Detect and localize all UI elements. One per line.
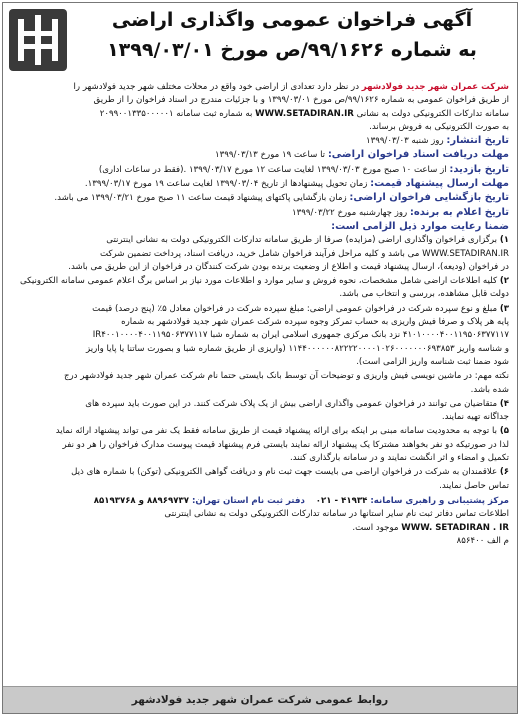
intro-text1: در نظر دارد تعدادی از اراضی خود واقع در محلات مختلف شهر جدید فولادشهر را [73,82,362,92]
requirement-text: دولت قابل مشاهده، بررسی و انتخاب می باشد. [339,289,509,300]
requirement-text: لذا در صورتیکه دو نفر بخواهند مشترکا یک پیشنهاد ارائه نمایند بایستی فرم پیشنهاد قیمت پیوست مدارک فراخوان را هر دو نفر [62,439,509,450]
requirements-title: ضمنا رعایت موارد ذیل الزامی است: [331,220,509,232]
date-value: از ساعت ۱۰ صبح مورخ ۱۳۹۹/۰۳/۰۳ لغایت ساعت ۱۲ مورخ ۱۳۹۹/۰۳/۱۷ .(فقط در ساعات اداری) [98,164,450,175]
requirement-text: نکته مهم: در ماشین نویسی فیش واریزی و توضیحات آن توسط بانک بایستی حتما نام شرکت عمران شهر جدید فولادشهر درج [63,371,509,382]
tehran-office-label: دفتر ثبت نام استان تهران: [191,495,305,506]
date-label: تاریخ بازگشایی فراخوان اراضی: [349,192,509,204]
requirement-line [11,303,509,316]
date-row [11,148,509,162]
intro-line1 [11,81,509,94]
date-row [11,134,509,148]
tehran-office-phone: ۸۸۹۶۹۷۳۷ و ۸۵۱۹۳۷۶۸ [93,495,192,506]
requirement-text: علاقمندان به شرکت در فراخوان اراضی می بایست جهت ثبت نام و دریافت گواهی الکترونیکی (توکن) با شماره های ذیل [71,467,498,478]
date-label: تاریخ بازدید: [449,163,509,175]
requirement-line [11,439,509,452]
requirements-list [11,234,509,493]
intro-line4: به صورت الکترونیکی به فروش برساند. [369,121,509,132]
contact-site-line [11,522,509,535]
requirement-text: برگزاری فراخوان واگذاری اراضی (مزایده) صرفا از طریق سامانه تدارکات الکترونیکی دولت به نشانی اینترنتی [106,235,498,246]
requirement-line [11,248,509,261]
date-row [11,177,509,191]
requirement-text: در فراخوان (ودیعه)، ارسال پیشنهاد قیمت و اطلاع از وضعیت برنده بودن شرکت کنندگان در فراخوان از این طریق می باشد. [68,261,509,272]
requirement-line [11,275,509,288]
company-logo-icon [9,9,67,71]
requirement-text: ۴۱۰۱۰۰۰۰۴۰۰۱۱۹۵۰۶۳۷۷۱۱۷ نزد بانک مرکزی جمهوری اسلامی ایران به شماره شبا IR۴۰۰۱۰۰۰۰۴۰۰۱۱۹۵۰۶۳۷۷۱۱۷ [92,330,509,341]
requirement-number: ۶) [499,467,509,478]
requirement-text: مبلغ و نوع سپرده شرکت در فراخوان عمومی اراضی: مبلغ سپرده شرکت در فراخوان معادل ۵٪ (پنج درصد) قیمت [92,303,498,314]
requirement-line [11,411,509,424]
requirement-line [11,288,509,301]
requirement-text: شده باشد. [470,384,509,395]
contact-note-end: موجود است. [352,522,402,533]
requirement-line [11,343,509,356]
requirement-number: ۳) [499,303,509,314]
date-value: تا ساعت ۱۹ مورخ ۱۳۹۹/۰۳/۱۳ [215,150,328,161]
requirement-number: ۵) [499,426,509,437]
setad-link-2[interactable]: WWW. SETADIRAN . IR [401,522,509,533]
intro-line3 [11,108,509,121]
date-label: مهلت ارسال پیشنهاد قیمت: [370,178,509,190]
requirement-number: ۴) [499,398,509,409]
requirement-line [11,425,509,438]
requirement-line [11,234,509,247]
requirement-line [11,384,509,397]
date-value: روز چهارشنبه مورخ ۱۳۹۹/۰۳/۲۲ [292,207,410,218]
intro-text3b: به شماره ثبت سامانه ۲۰۹۹۰۰۱۳۳۵۰۰۰۰۰۱ [99,108,256,119]
intro-text3a: سامانه تدارکات الکترونیکی دولت به نشانی [353,108,509,119]
date-value: روز شنبه ۱۳۹۹/۰۳/۰۳ [365,136,447,147]
requirement-line [11,261,509,274]
requirement-text: تماس حاصل نمایند. [439,480,509,491]
announcement-page [2,2,518,714]
date-value: زمان بازگشایی پاکتهای پیشنهاد قیمت ساعت ۱۱ صبح مورخ ۱۳۹۹/۰۳/۲۱ می باشد. [54,193,350,204]
contact-phones [11,495,509,508]
requirement-item [11,425,509,465]
date-row [11,206,509,220]
requirement-line [11,329,509,342]
requirement-line [11,370,509,383]
contact-note: اطلاعات تماس دفاتر ثبت نام سایر استانها در سامانه تدارکات الکترونیکی دولت به نشانی اینترنتی [164,509,509,520]
date-row [11,163,509,177]
requirement-number: ۲) [499,276,509,287]
title-line2: به شماره ۹۹/۱۶۲۶/ص مورخ ۱۳۹۹/۰۳/۰۱ [107,39,477,61]
requirement-text: شود ضمنا ثبت شناسه واریز الزامی است). [356,356,509,367]
requirement-line [11,316,509,329]
title-block [75,5,509,65]
requirement-item [11,466,509,493]
date-label: تاریخ اعلام به برنده: [409,206,509,218]
contact-section [11,495,509,548]
requirement-line [11,452,509,465]
requirement-item [11,303,509,369]
support-center-phone: ۴۱۹۳۴ - ۰۲۱ [315,495,371,506]
requirement-item [11,275,509,302]
requirement-item [11,234,509,274]
intro-line2: از طریق فراخوان عمومی به شماره ۹۹/۱۶۲۶/ص مورخ ۱۳۹۹/۰۳/۰۱ و با جزئیات مندرج در اسناد فراخوان را از طریق [93,95,509,106]
footer-public-relations: روابط عمومی شرکت عمران شهر جدید فولادشهر [3,686,517,713]
requirement-line [11,398,509,411]
requirement-text: متقاضیان می توانند در فراخوان عمومی واگذاری اراضی بیش از یک پلاک شرکت کنند. در این صورت باید سپرده های [85,398,498,409]
requirement-text: کلیه اطلاعات اراضی شامل مشخصات، نحوه فروش و سایر موارد و اطلاعات مورد نیاز بر اساس برگ اعلام عمومی سامانه الکترونیکی [19,276,498,287]
requirement-text: پایه هر پلاک و صرفا فیش واریزی به حساب تمرکز وجوه سپرده شرکت عمران شهر جدید فولادشهر به شماره [121,317,509,328]
requirement-number: ۱) [499,235,509,246]
requirement-line [11,480,509,493]
requirement-text: و شناسه واریز ۱۱۴۴۰۰۰۰۰۰۸۲۲۲۲۰۰۰۰۱۰۲۶۰۰۰۰۰۰۰۶۹۳۸۵۳ (واریزی از طریق شماره شبا و بصورت ساتنا یا پایا واریز [86,343,509,354]
date-row [11,191,509,205]
date-label: مهلت دریافت اسناد فراخوان اراضی: [327,149,509,161]
requirement-item [11,398,509,425]
requirement-text: تکمیل و امضاء و اثر انگشت نمایند و در سامانه بارگذاری کنند. [290,453,509,464]
requirement-line [11,356,509,369]
support-center-label: مرکز پشتیبانی و راهبری سامانه: [370,495,509,506]
requirement-text: WWW.SETADIRAN.IR می باشد و کلیه مراحل فرآیند فراخوان شامل خرید، دریافت اسناد، پرداخت تضمین شرکت [99,248,509,259]
date-value: زمان تحویل پیشنهادها از تاریخ ۱۳۹۹/۰۳/۰۴ لغایت ساعت ۱۹ مورخ ۱۳۹۹/۰۳/۱۷. [84,179,371,190]
requirement-text: جداگانه تهیه نمایند. [441,412,509,423]
requirement-text: با توجه به محدودیت سامانه مبنی بر اینکه برای ارائه پیشنهاد قیمت از طریق سامانه فقط یک نفر می تواند پیشنهاد ارائه نماید [55,426,498,437]
announcement-body [3,81,517,548]
requirement-line [11,466,509,479]
ad-code: م الف ۸۵۶۴۰۰ [456,535,509,546]
title-line1: آگهی فراخوان عمومی واگذاری اراضی [111,9,473,31]
date-label: تاریخ انتشار: [446,135,509,147]
header [3,3,517,81]
company-name: شرکت عمران شهر جدید فولادشهر [361,82,509,92]
dates-section [11,134,509,220]
requirement-item [11,370,509,397]
setad-link[interactable]: WWW.SETADIRAN.IR [255,108,354,119]
